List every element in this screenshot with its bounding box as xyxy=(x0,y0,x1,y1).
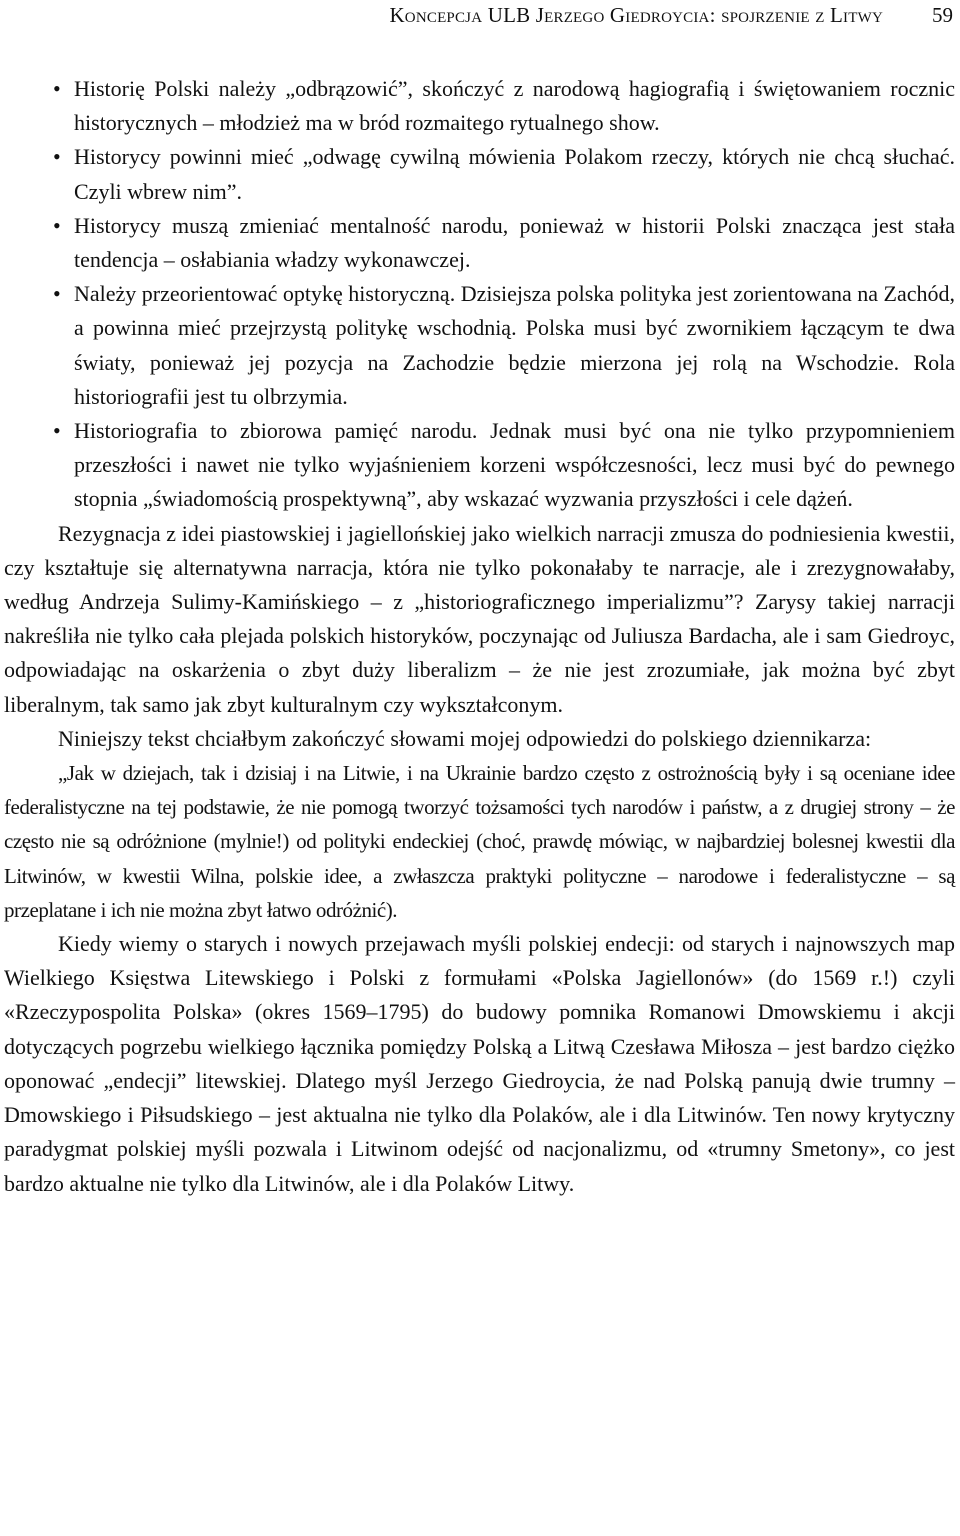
bullet-text: Należy przeorientować optykę historyczną. Dzisiejsza polska polityka jest zorientowana na Zachód, a powinna mieć przejrzystą politykę wschodnią. Polska musi być zwornikiem łączącym te dwa światy, ponieważ jej pozycja na Zachodzie będzie mierzona jej rolą na Wschodzie. Rola historiografii jest tu olbrzymia. xyxy=(74,281,955,409)
bullet-text: Historię Polski należy „odbrązowić”, skończyć z narodową hagiografią i świętowaniem rocznic historycznych – młodzież ma w bród rozmaitego rytualnego show. xyxy=(74,76,955,136)
bullet-icon: • xyxy=(53,212,61,238)
bullet-list xyxy=(4,72,955,517)
bullet-text: Historycy muszą zmieniać mentalność narodu, ponieważ w historii Polski znacząca jest stała tendencja – osłabiania władzy wykonawczej. xyxy=(74,212,955,273)
bullet-item xyxy=(4,277,955,414)
bullet-icon: • xyxy=(53,418,61,444)
bullet-item xyxy=(4,72,955,140)
bullet-item xyxy=(4,414,955,517)
paragraph: Niniejszy tekst chciałbym zakończyć słowami mojej odpowiedzi do polskiego dziennikarza: xyxy=(58,725,872,751)
body-text xyxy=(4,72,955,1201)
bullet-icon: • xyxy=(53,144,61,170)
running-title: Koncepcja ULB Jerzego Giedroycia: spojrzenie z Litwy xyxy=(389,3,883,27)
page-number: 59 xyxy=(932,3,953,27)
bullet-icon: • xyxy=(53,281,61,307)
bullet-item xyxy=(4,209,955,277)
quoted-paragraph: „Jak w dziejach, tak i dzisiaj i na Litwie, i na Ukrainie bardzo często z ostrożnością były i są oceniane idee federalistyczne na tej podstawie, że nie pomogą tworzyć tożsamości tych narodów i państw, a z drugiej strony – że często nie są odróżnione (mylnie!) od polityki endeckiej (choć, prawdę mówiąc, w najbardziej bolesnej kwestii dla Litwinów, w kwestii Wilna, polskie idee, a zwłaszcza praktyki polityczne – narodowe i federalistyczne – są przeplatane i ich nie można zbyt łatwo odróżnić). xyxy=(4,761,955,922)
running-header xyxy=(0,0,955,30)
paragraph: Kiedy wiemy o starych i nowych przejawach myśli polskiej endecji: od starych i najnowszych map Wielkiego Księstwa Litewskiego i Polski z formułami «Polska Jagiellonów» (do 1569 r.!) czyli «Rzeczypospolita Polska» (okres 1569–1795) do budowy pomnika Romanowi Dmowskiemu i akcji dotyczących pogrzebu wielkiego łącznika pomiędzy Polską a Litwą Czesława Miłosza – jest bardzo ciężko oponować „endecji” litewskiej. Dlatego myśl Jerzego Giedroycia, że nad Polską panują dwie trumny – Dmowskiego i Piłsudskiego – jest aktualna nie tylko dla Polaków, ale i dla Litwinów. Ten nowy krytyczny paradygmat polskiej myśli pozwala i Litwinom odejść od nacjonalizmu, od «trumny Smetony», co jest bardzo aktualne nie tylko dla Litwinów, ale i dla Polaków Litwy. xyxy=(4,931,955,1196)
bullet-text: Historiografia to zbiorowa pamięć narodu. Jednak musi być ona nie tylko przypomnieniem przeszłości i nawet nie tylko wyjaśnieniem korzeni współczesności, lecz musi być do pewnego stopnia „świadomością prospektywną”, aby wskazać wyzwania przyszłości i cele dążeń. xyxy=(74,418,955,512)
bullet-text: Historycy powinni mieć „odwagę cywilną mówienia Polakom rzeczy, których nie chcą słuchać. Czyli wbrew nim”. xyxy=(74,144,955,204)
bullet-icon: • xyxy=(53,76,61,101)
paragraph: Rezygnacja z idei piastowskiej i jagiellońskiej jako wielkich narracji zmusza do podniesienia kwestii, czy kształtuje się alternatywna narracja, która nie tylko pokonałaby te narracje, ale i zrezygnowałaby, według Andrzeja Sulimy-Kamińskiego – z „historiograficznego imperializmu”? Zarysy takiej narracji nakreśliła nie tylko cała plejada polskich historyków, poczynając od Juliusza Bardacha, ale i sam Giedroyc, odpowiadając na oskarżenia o zbyt duży liberalizm – że nie jest zrozumiałe, jak można być zbyt liberalnym, tak samo jak zbyt kulturalnym czy wykształconym. xyxy=(4,520,955,717)
bullet-item xyxy=(4,140,955,208)
